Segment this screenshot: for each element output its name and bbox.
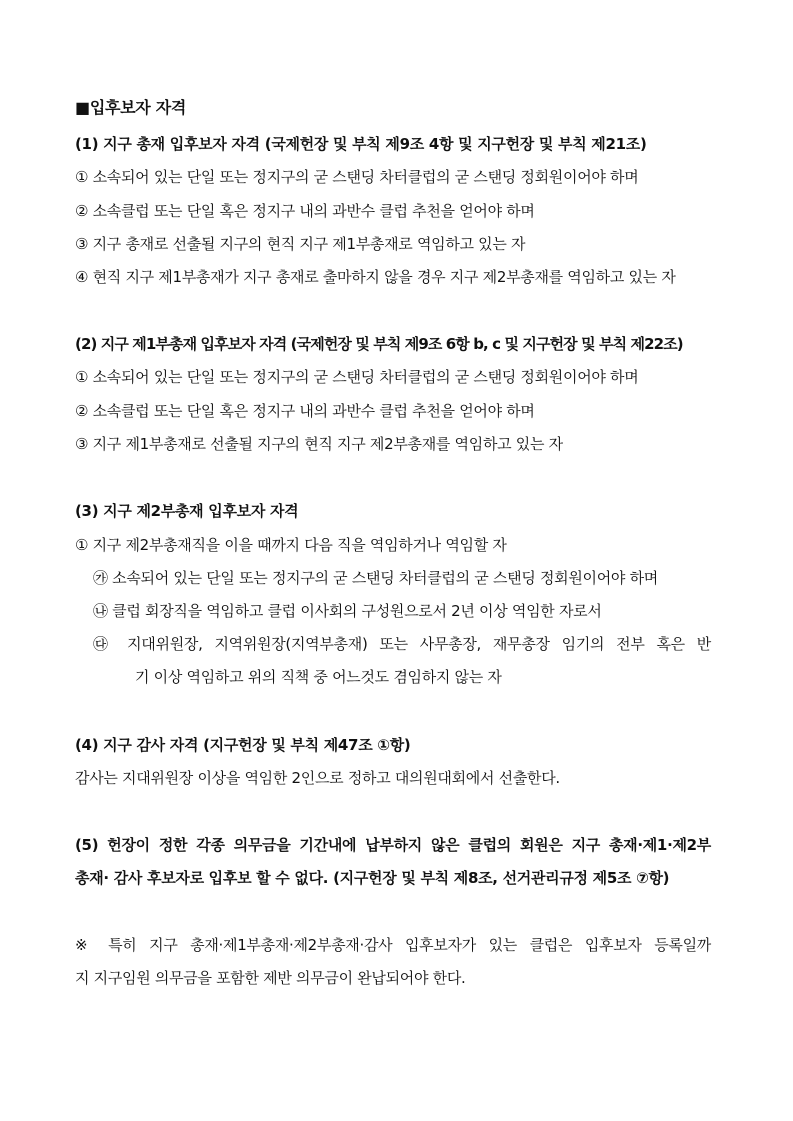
section-4-body: 감사는 지대위원장 이상을 역임한 2인으로 정하고 대의원대회에서 선출한다.: [75, 769, 560, 787]
section-1-title: (1) 지구 총재 입후보자 자격 (국제헌장 및 부칙 제9조 4항 및 지구헌장 및 부칙 제21조): [75, 135, 647, 153]
section-heading: ■입후보자 자격: [75, 98, 187, 117]
section-2-item-1: ① 소속되어 있는 단일 또는 정지구의 굳 스탠딩 차터클럽의 굳 스탠딩 정회원이어야 하며: [75, 368, 639, 386]
section-1-item-1: ① 소속되어 있는 단일 또는 정지구의 굳 스탠딩 차터클럽의 굳 스탠딩 정회원이어야 하며: [75, 168, 639, 186]
note-line-2: 지 지구임원 의무금을 포함한 제반 의무금이 완납되어야 한다.: [75, 969, 466, 987]
note-line-1: ※ 특히 지구 총재·제1부총재·제2부총재·감사 입후보자가 있는 클럽은 입후보자 등록일까: [75, 936, 711, 954]
section-1-item-2: ② 소속클럽 또는 단일 혹은 정지구 내의 과반수 클럽 추천을 얻어야 하며: [75, 202, 535, 220]
section-3-sub-a: ㉮ 소속되어 있는 단일 또는 정지구의 굳 스탠딩 차터클럽의 굳 스탠딩 정회원이어야 하며: [93, 569, 658, 587]
section-3-sub-c-line-1: ㉰ 지대위원장, 지역위원장(지역부총재) 또는 사무총장, 재무총장 임기의 전부 혹은 반: [93, 635, 711, 653]
section-4-title: (4) 지구 감사 자격 (지구헌장 및 부칙 제47조 ①항): [75, 736, 411, 754]
section-5-line-1: (5) 헌장이 정한 각종 의무금을 기간내에 납부하지 않은 클럽의 회원은 지구 총재·제1·제2부: [75, 836, 711, 854]
section-3-item-1: ① 지구 제2부총재직을 이을 때까지 다음 직을 역임하거나 역임할 자: [75, 536, 507, 554]
section-1-item-3: ③ 지구 총재로 선출될 지구의 현직 지구 제1부총재로 역임하고 있는 자: [75, 235, 526, 253]
section-3-sub-b: ㉯ 클럽 회장직을 역임하고 클럽 이사회의 구성원으로서 2년 이상 역임한 자로서: [93, 602, 602, 620]
section-2-item-3: ③ 지구 제1부총재로 선출될 지구의 현직 지구 제2부총재를 역임하고 있는 자: [75, 435, 563, 453]
section-2-title: (2) 지구 제1부총재 입후보자 자격 (국제헌장 및 부칙 제9조 6항 b, c 및 지구헌장 및 부칙 제22조): [75, 335, 683, 353]
section-1-item-4: ④ 현직 지구 제1부총재가 지구 총재로 출마하지 않을 경우 지구 제2부총재를 역임하고 있는 자: [75, 268, 676, 286]
section-5-line-2: 총재· 감사 후보자로 입후보 할 수 없다. (지구헌장 및 부칙 제8조, 선거관리규정 제5조 ⑦항): [75, 869, 670, 887]
section-3-sub-c-line-2: 기 이상 역임하고 위의 직책 중 어느것도 겸임하지 않는 자: [135, 668, 502, 686]
section-3-title: (3) 지구 제2부총재 입후보자 자격: [75, 502, 299, 520]
section-2-item-2: ② 소속클럽 또는 단일 혹은 정지구 내의 과반수 클럽 추천을 얻어야 하며: [75, 402, 535, 420]
